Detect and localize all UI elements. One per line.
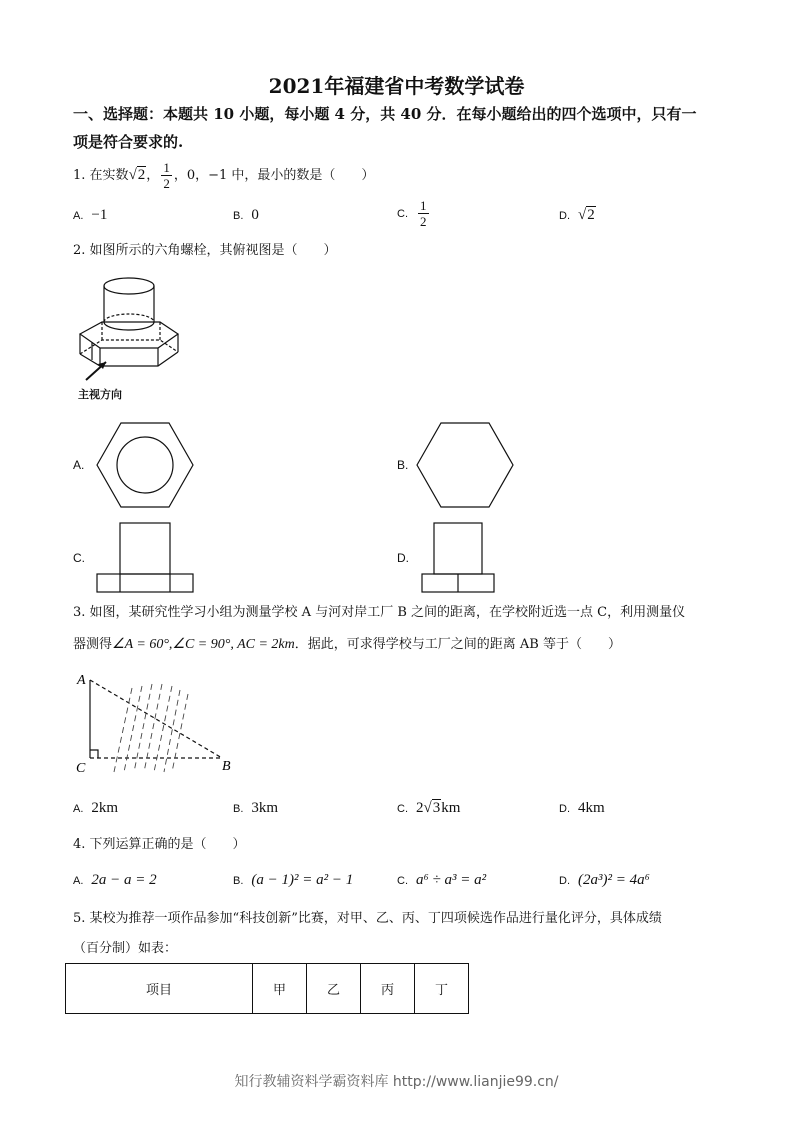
question-text: 某校为推荐一项作品参加“科技创新”比赛，对甲、乙、丙、丁四项候选作品进行量化评分，具体成绩	[89, 911, 662, 926]
option-d[interactable]: D. (2a³)² = 4a⁶	[559, 872, 650, 888]
option-c[interactable]: C.	[73, 551, 85, 565]
question-text: 如图所示的六角螺栓，其俯视图是（ ）	[89, 243, 337, 258]
option-d[interactable]: D.	[397, 551, 409, 565]
question-5	[73, 904, 728, 964]
table-header-cell: 乙	[307, 964, 361, 1014]
option-a[interactable]: A. 2a − a = 2	[73, 872, 157, 888]
fraction: $\frac{1}{2}$	[163, 160, 170, 191]
question-number: 1.	[73, 168, 86, 183]
question-3: 3. 如图，某研究性学习小组为测量学校 A 与河对岸工厂 B 之间的距离，在学校附近选一点 C，利用测量仪 器测得∠A = 60°,∠C = 90°, AC = 2km．据此，可求得学校与工厂之间的距离 AB 等于（ ）	[73, 605, 686, 652]
option-c[interactable]: C. $\frac{1}{2}$	[397, 198, 427, 229]
question-4	[73, 834, 246, 856]
point-label-b: B	[222, 759, 231, 774]
section-heading	[73, 100, 723, 156]
option-a[interactable]: A. 2km	[73, 800, 119, 816]
question-number: 2.	[73, 243, 86, 258]
point-label-a: A	[77, 673, 86, 688]
option-b[interactable]: B. 0	[233, 207, 259, 223]
option-d[interactable]: D. √2	[559, 207, 595, 223]
view-direction-caption: 主视方向	[78, 389, 122, 401]
question-2	[73, 240, 337, 262]
question-text: 在实数	[89, 168, 129, 183]
question-text: （百分制）如表：	[73, 941, 178, 956]
section-heading-line1: 一、选择题：本题共 10 小题，每小题 4 分，共 40 分．在每小题给出的四个选项中，只有一	[73, 105, 697, 123]
option-d-figure[interactable]	[420, 520, 500, 595]
option-c[interactable]: C. 2√3km	[397, 800, 461, 816]
option-b[interactable]: B. (a − 1)² = a² − 1	[233, 872, 354, 888]
option-a[interactable]: A. −1	[73, 207, 108, 223]
question-number: 3.	[73, 605, 86, 620]
option-d[interactable]: D. 4km	[559, 800, 605, 816]
page-title: 2021年福建省中考数学试卷	[268, 74, 525, 98]
table-header-cell: 项目	[66, 964, 253, 1014]
footer-watermark: 知行教辅资料学霸资料库 http://www.lianjie99.cn/	[234, 1074, 559, 1090]
table-header-cell: 丁	[415, 964, 469, 1014]
question-number: 5.	[73, 911, 86, 926]
question-text: 下列运算正确的是（ ）	[89, 837, 246, 852]
score-table	[65, 963, 469, 1014]
triangle-figure	[72, 668, 242, 778]
question-1: 1. 在实数√2， $\frac{1}{2}$ ，0，−1 中，最小的数是（ ）	[73, 160, 375, 191]
section-heading-line2: 项是符合要求的.	[73, 133, 184, 151]
option-a[interactable]: A.	[73, 458, 85, 472]
option-b[interactable]: B.	[397, 458, 409, 472]
question-text: ，0，−1 中，最小的数是（ ）	[173, 168, 375, 183]
table-header-cell: 丙	[361, 964, 415, 1014]
point-label-c: C	[76, 761, 86, 776]
option-b[interactable]: B. 3km	[233, 800, 279, 816]
option-c-figure[interactable]	[95, 520, 195, 595]
option-a-figure[interactable]	[95, 420, 195, 510]
question-text: 如图，某研究性学习小组为测量学校 A 与河对岸工厂 B 之间的距离，在学校附近选一点 C，利用测量仪	[89, 605, 686, 620]
math-expression: ∠A = 60°,∠C = 90°, AC = 2km	[112, 637, 295, 652]
sqrt-expression: √2	[128, 167, 146, 183]
table-row	[66, 964, 469, 1014]
option-b-figure[interactable]	[415, 420, 515, 510]
table-header-cell: 甲	[253, 964, 307, 1014]
question-number: 4.	[73, 837, 86, 852]
option-c[interactable]: C. a⁶ ÷ a³ = a²	[397, 872, 487, 888]
